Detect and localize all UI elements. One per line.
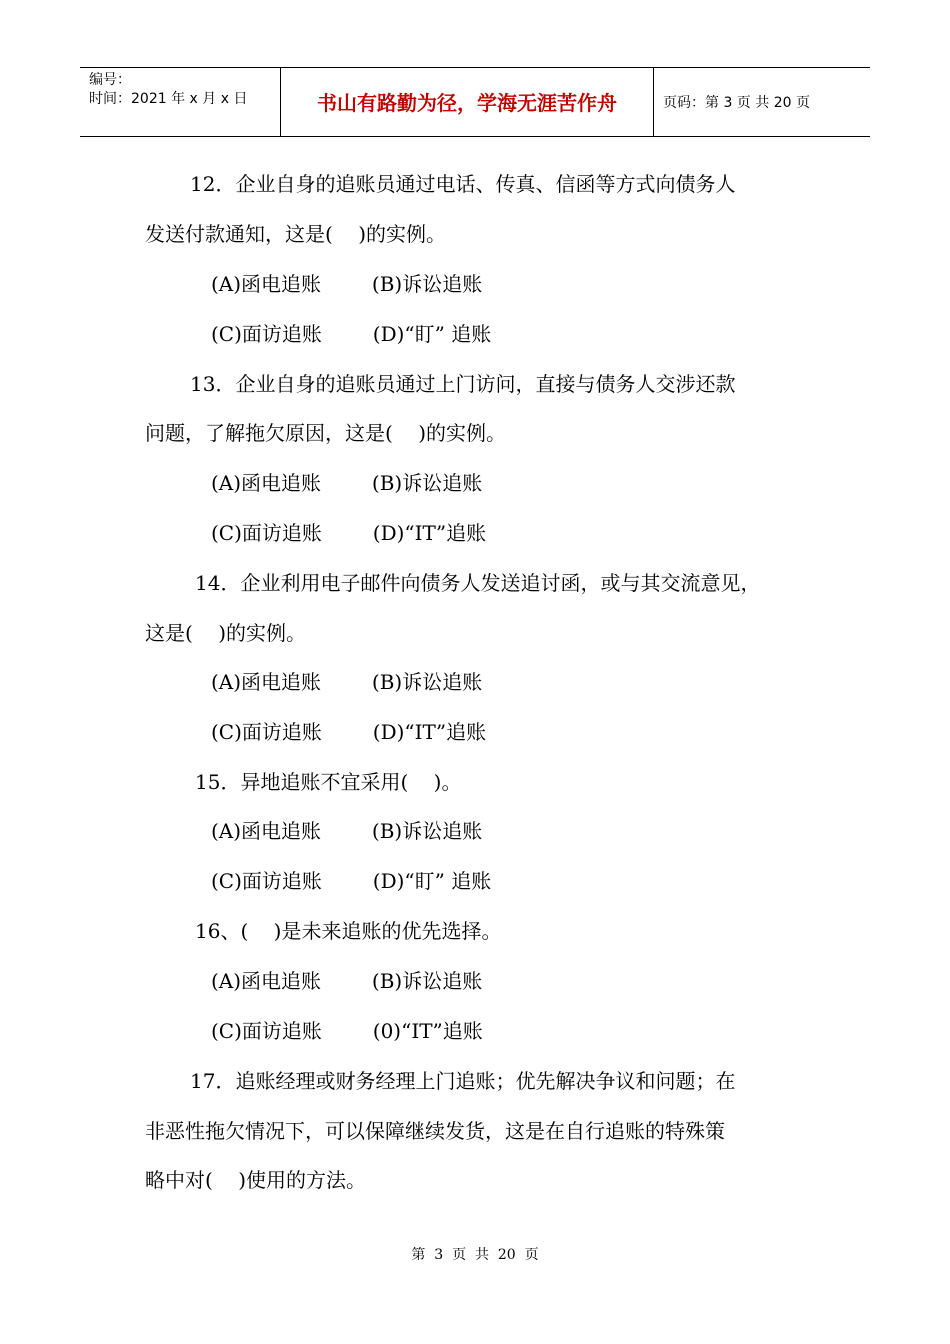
question-16-options-cd: (C)面访追账 (0)“IT”追账 — [211, 1019, 483, 1043]
question-12-line-1: 12．企业自身的追账员通过电话、传真、信函等方式向债务人 — [190, 172, 736, 196]
header-page-cell — [654, 68, 870, 136]
question-13-options-ab: (A)函电追账 (B)诉讼追账 — [211, 471, 483, 495]
question-17-line-1: 17．追账经理或财务经理上门追账；优先解决争议和问题；在 — [190, 1069, 736, 1093]
question-16-options-ab: (A)函电追账 (B)诉讼追账 — [211, 969, 483, 993]
question-17-line-2: 非恶性拖欠情况下，可以保障继续发货，这是在自行追账的特殊策 — [145, 1119, 725, 1143]
question-14-line-2: 这是( )的实例。 — [145, 621, 307, 645]
question-14-line-1: 14．企业利用电子邮件向债务人发送追讨函，或与其交流意见， — [195, 571, 761, 595]
question-12-options-cd: (C)面访追账 (D)“盯” 追账 — [211, 322, 492, 346]
question-14-options-cd: (C)面访追账 (D)“IT”追账 — [211, 720, 487, 744]
question-12-options-ab: (A)函电追账 (B)诉讼追账 — [211, 272, 483, 296]
question-17-line-3: 略中对( )使用的方法。 — [145, 1168, 367, 1192]
document-number-label: 编号： — [89, 72, 131, 88]
header-info-cell — [80, 68, 281, 136]
question-16-line-1: 16、( )是未来追账的优先选择。 — [195, 919, 502, 943]
header-motto-cell — [281, 68, 654, 136]
document-date-label: 时间：2021 年 x 月 x 日 — [89, 91, 248, 107]
question-14-options-ab: (A)函电追账 (B)诉讼追账 — [211, 670, 483, 694]
question-13-options-cd: (C)面访追账 (D)“IT”追账 — [211, 521, 487, 545]
header-page-info: 页码：第 3 页 共 20 页 — [663, 95, 810, 111]
question-15-options-ab: (A)函电追账 (B)诉讼追账 — [211, 819, 483, 843]
page-header — [80, 67, 870, 137]
question-13-line-2: 问题，了解拖欠原因，这是( )的实例。 — [145, 421, 507, 445]
question-13-line-1: 13．企业自身的追账员通过上门访问，直接与债务人交涉还款 — [190, 372, 736, 396]
header-motto: 书山有路勤为径，学海无涯苦作舟 — [317, 91, 617, 115]
question-15-options-cd: (C)面访追账 (D)“盯” 追账 — [211, 869, 492, 893]
question-15-line-1: 15．异地追账不宜采用( )。 — [195, 770, 462, 794]
page-footer: 第 3 页 共 20 页 — [411, 1247, 539, 1263]
question-12-line-2: 发送付款通知，这是( )的实例。 — [145, 222, 447, 246]
